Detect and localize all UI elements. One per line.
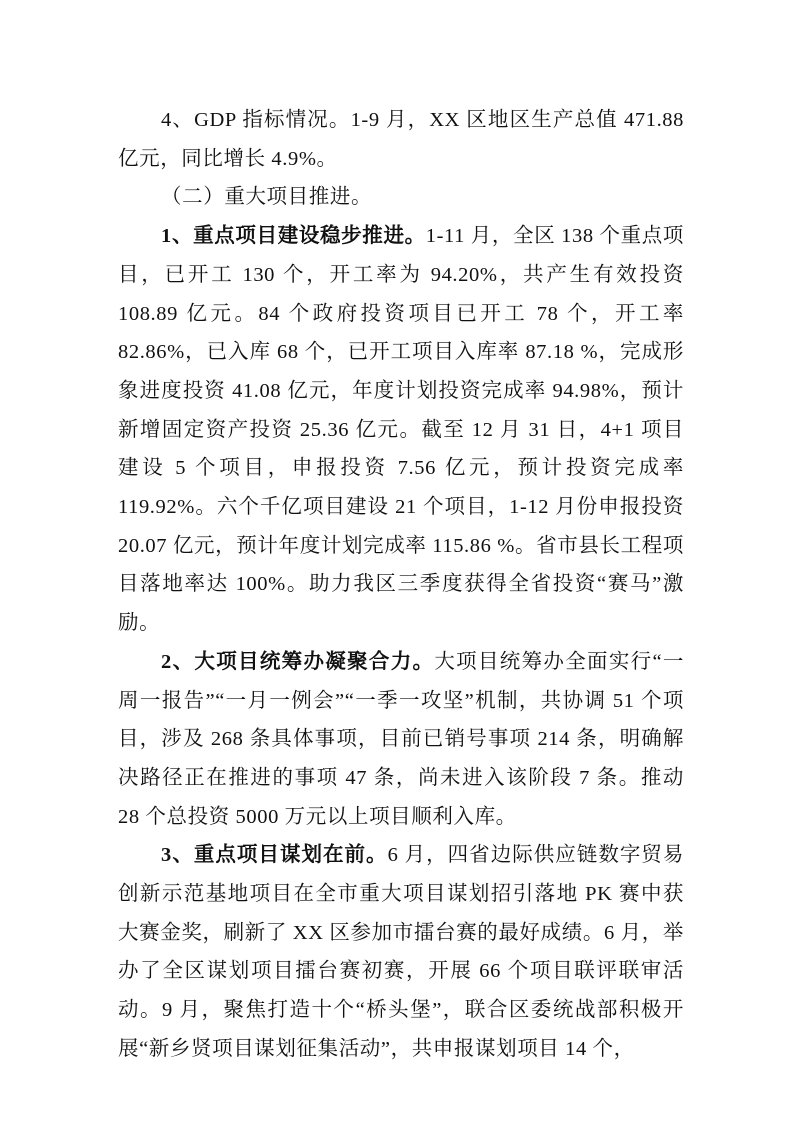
paragraph-lead: 1、重点项目建设稳步推进。	[161, 225, 426, 248]
paragraph-gdp	[118, 101, 684, 178]
paragraph-item-3	[118, 836, 684, 1068]
paragraph-lead: 2、大项目统筹办凝聚合力。	[161, 650, 435, 673]
section-heading-text: （二）重大项目推进。	[161, 186, 373, 209]
section-heading-major-projects	[118, 178, 684, 217]
paragraph-lead: 3、重点项目谋划在前。	[161, 844, 388, 867]
paragraph-text: 1-11 月，全区 138 个重点项目，已开工 130 个，开工率为 94.20%，共产生有效投资 108.89 亿元。84 个政府投资项目已开工 78 个，开工率 82.86%，已入库 68 个，已开工项目入库率 87.18 %，完成形象进度投资 41.08 亿元，年度计划投资完成率 94.98%，预计新增固定资产投资 25.36 亿元。截至 12 月 31 日，4+1 项目建设 5 个项目，申报投资 7.56 亿元，预计投资完成率 119.92%。六个千亿项目建设 21 个项目，1-12 月份申报投资 20.07 亿元，预计年度计划完成率 115.86 %。省市县长工程项目落地率达 100%。助力我区三季度获得全省投资“赛马”激励。	[118, 225, 684, 635]
paragraph-text: 4、GDP 指标情况。1-9 月，XX 区地区生产总值 471.88 亿元，同比增长 4.9%。	[118, 109, 684, 170]
paragraph-text: 大项目统筹办全面实行“一周一报告”“一月一例会”“一季一攻坚”机制，共协调 51 个项目，涉及 268 条具体事项，目前已销号事项 214 条，明确解决路径正在推进的事项 47 条，尚未进入该阶段 7 条。推动 28 个总投资 5000 万元以上项目顺利入库。	[118, 650, 684, 828]
paragraph-item-1	[118, 217, 684, 643]
paragraph-text: 6 月，四省边际供应链数字贸易创新示范基地项目在全市重大项目谋划招引落地 PK 赛中获大赛金奖，刷新了 XX 区参加市擂台赛的最好成绩。6 月，举办了全区谋划项目擂台赛初赛，开展 66 个项目联评联审活动。9 月，聚焦打造十个“桥头堡”，联合区委统战部积极开展“新乡贤项目谋划征集活动”，共申报谋划项目 14 个，	[118, 844, 685, 1060]
paragraph-item-2	[118, 643, 684, 837]
document-page	[118, 101, 684, 1069]
